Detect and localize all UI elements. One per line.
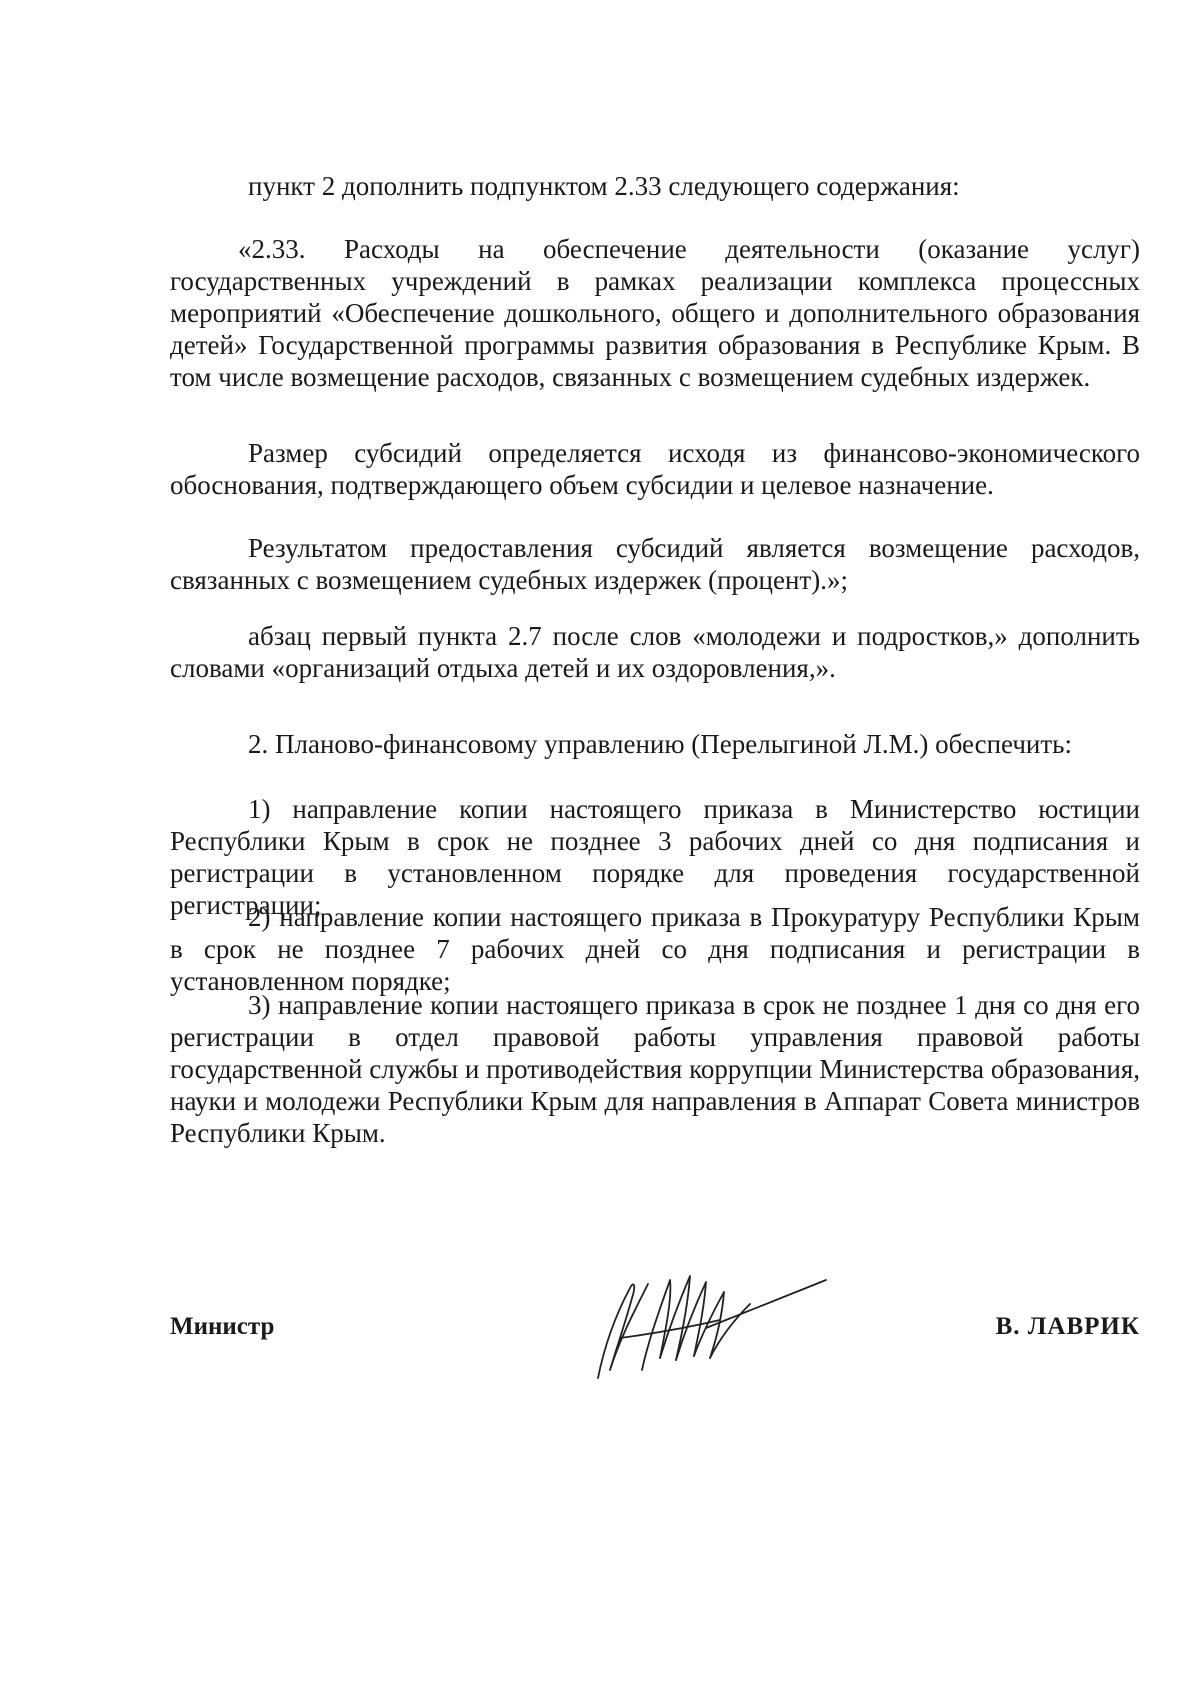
paragraph-amend-point-2: пункт 2 дополнить подпунктом 2.33 следующего содержания: [248, 171, 960, 201]
paragraph-subpoint-2-33: «2.33. Расходы на обеспечение деятельности (оказание услуг) государственных учреждений в рамках реализации комплекса процессных мероприятий «Обеспечение дошкольного, общего и дополнительного образования детей» Государственной программы развития образования в Республике Крым. В том числе возмещение расходов, связанных с возмещением судебных издержек. [170, 234, 1140, 392]
paragraph-point-2-7: абзац первый пункта 2.7 после слов «молодежи и подростков,» дополнить словами «организаций отдыха детей и их оздоровления,». [170, 621, 1140, 683]
paragraph-subsidy-size: Размер субсидий определяется исходя из финансово-экономического обоснования, подтверждающего объем субсидии и целевое назначение. [170, 438, 1140, 500]
handwritten-signature [590, 1258, 830, 1388]
list-item-1: 1) направление копии настоящего приказа в Министерство юстиции Республики Крым в срок не позднее 3 рабочих дней со дня подписания и регистрации в установленном порядке для проведения государственной регистрации; [170, 794, 1140, 920]
signer-name: В. ЛАВРИК [995, 1313, 1140, 1340]
list-item-3: 3) направление копии настоящего приказа в срок не позднее 1 дня со дня его регистрации в отдел правовой работы управления правовой работы государственной службы и противодействия коррупции Министерства образования, науки и молодежи Республики Крым для направления в Аппарат Совета министров Республики Крым. [170, 990, 1140, 1148]
paragraph-finance-department: 2. Планово-финансовому управлению (Перелыгиной Л.М.) обеспечить: [248, 729, 1072, 759]
position-title: Министр [170, 1313, 275, 1340]
paragraph-subsidy-result: Результатом предоставления субсидий является возмещение расходов, связанных с возмещением судебных издержек (процент).»; [170, 533, 1140, 595]
list-item-2: 2) направление копии настоящего приказа в Прокуратуру Республики Крым в срок не позднее 7 рабочих дней со дня подписания и регистрации в установленном порядке; [170, 902, 1140, 996]
